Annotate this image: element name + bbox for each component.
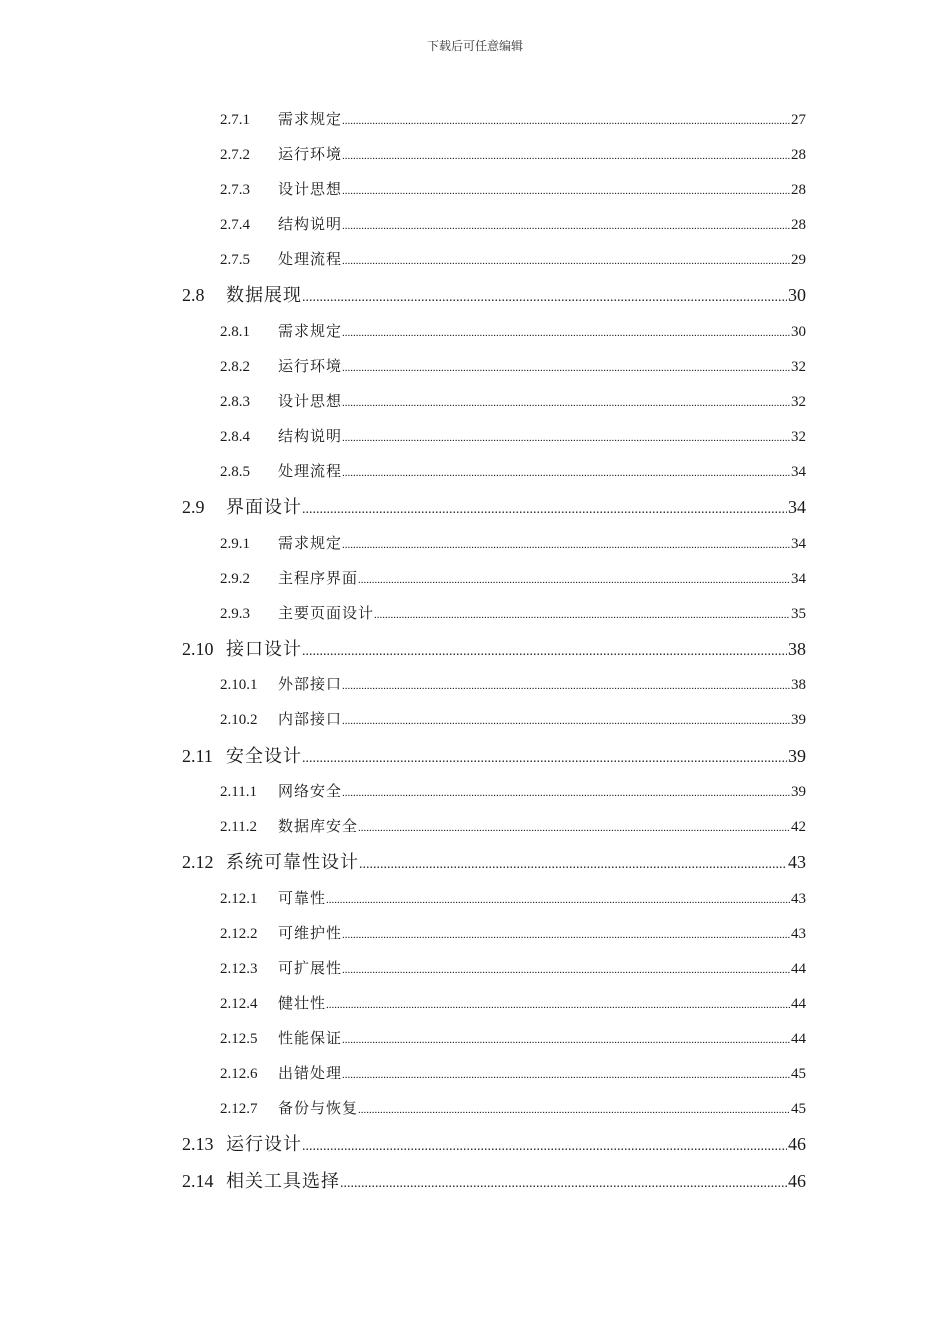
toc-entry-page-number: 39 bbox=[788, 745, 806, 766]
toc-section-entry[interactable] bbox=[182, 738, 806, 774]
toc-entry-title: 数据展现 bbox=[226, 285, 302, 307]
toc-entry-number: 2.7.4 bbox=[220, 217, 250, 234]
toc-entry-title: 接口设计 bbox=[226, 639, 302, 660]
toc-subsection-entry[interactable] bbox=[182, 561, 806, 596]
toc-entry-title: 可靠性 bbox=[278, 888, 327, 907]
toc-entry-number: 2.8.3 bbox=[220, 394, 250, 411]
toc-dot-leader bbox=[326, 883, 790, 916]
toc-entry-page-number: 46 bbox=[788, 1170, 806, 1191]
toc-subsection-entry[interactable] bbox=[182, 1056, 806, 1091]
toc-dot-leader bbox=[340, 1166, 787, 1199]
toc-entry-number: 2.12 bbox=[182, 852, 214, 873]
toc-dot-leader bbox=[342, 104, 790, 137]
toc-entry-page-number: 39 bbox=[791, 712, 806, 729]
toc-entry-number: 2.7.2 bbox=[220, 147, 250, 164]
toc-entry-page-number: 45 bbox=[791, 1066, 806, 1083]
toc-entry-title: 外部接口 bbox=[278, 675, 343, 694]
toc-entry-page-number: 28 bbox=[791, 217, 806, 234]
toc-entry-title: 健壮性 bbox=[278, 993, 327, 1012]
toc-dot-leader bbox=[326, 988, 790, 1021]
toc-entry-title: 处理流程 bbox=[278, 250, 343, 269]
toc-subsection-entry[interactable] bbox=[182, 986, 806, 1021]
toc-subsection-entry[interactable] bbox=[182, 207, 806, 242]
toc-subsection-entry[interactable] bbox=[182, 951, 806, 986]
toc-subsection-entry[interactable] bbox=[182, 526, 806, 561]
toc-dot-leader bbox=[342, 386, 790, 419]
toc-entry-page-number: 28 bbox=[791, 147, 806, 164]
toc-entry-number: 2.9.2 bbox=[220, 570, 250, 587]
toc-section-entry[interactable] bbox=[182, 277, 806, 313]
toc-entry-page-number: 42 bbox=[791, 819, 806, 836]
toc-section-entry[interactable] bbox=[182, 844, 806, 880]
toc-entry-page-number: 38 bbox=[791, 677, 806, 694]
toc-entry-title: 系统可靠性设计 bbox=[226, 852, 359, 874]
toc-subsection-entry[interactable] bbox=[182, 916, 806, 951]
page-header: 下载后可任意编辑 bbox=[426, 39, 523, 53]
toc-entry-title: 可维护性 bbox=[278, 923, 343, 942]
toc-dot-leader bbox=[302, 492, 787, 525]
toc-section-entry[interactable] bbox=[182, 1163, 806, 1199]
toc-subsection-entry[interactable] bbox=[182, 349, 806, 384]
toc-entry-number: 2.11.1 bbox=[220, 783, 257, 800]
toc-entry-page-number: 28 bbox=[791, 182, 806, 199]
toc-entry-title: 结构说明 bbox=[278, 215, 343, 234]
toc-entry-title: 运行设计 bbox=[226, 1134, 302, 1156]
toc-subsection-entry[interactable] bbox=[182, 172, 806, 207]
toc-entry-number: 2.11 bbox=[182, 745, 213, 766]
toc-entry-number: 2.8.1 bbox=[220, 323, 250, 340]
toc-entry-title: 相关工具选择 bbox=[226, 1170, 340, 1192]
toc-entry-title: 结构说明 bbox=[278, 427, 343, 446]
toc-entry-title: 设计思想 bbox=[278, 180, 343, 199]
toc-entry-page-number: 32 bbox=[791, 429, 806, 446]
toc-subsection-entry[interactable] bbox=[182, 242, 806, 277]
toc-subsection-entry[interactable] bbox=[182, 314, 806, 349]
toc-entry-page-number: 34 bbox=[791, 570, 806, 587]
toc-entry-number: 2.13 bbox=[182, 1134, 214, 1155]
toc-entry-title: 备份与恢复 bbox=[278, 1099, 359, 1118]
toc-subsection-entry[interactable] bbox=[182, 809, 806, 844]
toc-entry-page-number: 30 bbox=[791, 323, 806, 340]
toc-entry-page-number: 44 bbox=[791, 1030, 806, 1047]
toc-dot-leader bbox=[342, 139, 790, 172]
toc-subsection-entry[interactable] bbox=[182, 702, 806, 737]
toc-entry-number: 2.10 bbox=[182, 639, 214, 659]
toc-subsection-entry[interactable] bbox=[182, 1021, 806, 1056]
toc-dot-leader bbox=[342, 704, 790, 737]
toc-subsection-entry[interactable] bbox=[182, 384, 806, 419]
toc-entry-number: 2.12.4 bbox=[220, 995, 258, 1012]
toc-subsection-entry[interactable] bbox=[182, 419, 806, 454]
toc-entry-page-number: 43 bbox=[788, 852, 806, 873]
toc-entry-page-number: 39 bbox=[791, 783, 806, 800]
toc-entry-number: 2.12.3 bbox=[220, 960, 258, 977]
toc-dot-leader bbox=[358, 811, 790, 844]
toc-dot-leader bbox=[342, 1058, 790, 1091]
toc-entry-number: 2.9.1 bbox=[220, 535, 250, 552]
toc-entry-title: 主程序界面 bbox=[278, 568, 359, 587]
toc-subsection-entry[interactable] bbox=[182, 774, 806, 809]
toc-entry-title: 性能保证 bbox=[278, 1028, 343, 1047]
toc-entry-title: 需求规定 bbox=[278, 533, 343, 552]
toc-dot-leader bbox=[342, 1023, 790, 1056]
toc-entry-number: 2.12.5 bbox=[220, 1030, 258, 1047]
toc-dot-leader bbox=[342, 669, 790, 702]
toc-dot-leader bbox=[342, 456, 790, 489]
toc-entry-page-number: 34 bbox=[791, 535, 806, 552]
toc-entry-number: 2.10.2 bbox=[220, 712, 258, 729]
toc-subsection-entry[interactable] bbox=[182, 137, 806, 172]
toc-entry-page-number: 44 bbox=[791, 960, 806, 977]
toc-entry-number: 2.7.5 bbox=[220, 252, 250, 269]
toc-entry-page-number: 32 bbox=[791, 394, 806, 411]
toc-entry-page-number: 30 bbox=[788, 285, 806, 306]
toc-entry-number: 2.8 bbox=[182, 285, 205, 306]
toc-entry-page-number: 43 bbox=[791, 925, 806, 942]
toc-subsection-entry[interactable] bbox=[182, 596, 806, 631]
toc-entry-title: 主要页面设计 bbox=[278, 603, 375, 622]
toc-dot-leader bbox=[342, 953, 790, 986]
toc-dot-leader bbox=[302, 280, 787, 313]
toc-entry-title: 需求规定 bbox=[278, 321, 343, 340]
toc-entry-number: 2.12.7 bbox=[220, 1101, 258, 1118]
toc-section-entry[interactable] bbox=[182, 489, 806, 525]
toc-entry-page-number: 27 bbox=[791, 112, 806, 128]
toc-dot-leader bbox=[342, 776, 790, 809]
toc-entry-number: 2.8.4 bbox=[220, 429, 250, 446]
toc-entry-page-number: 44 bbox=[791, 995, 806, 1012]
toc-subsection-entry[interactable] bbox=[182, 1091, 806, 1126]
toc-dot-leader bbox=[342, 421, 790, 454]
toc-entry-page-number: 46 bbox=[788, 1134, 806, 1155]
toc-entry-title: 运行环境 bbox=[278, 145, 343, 164]
toc-dot-leader bbox=[342, 528, 790, 561]
toc-entry-number: 2.12.6 bbox=[220, 1066, 258, 1083]
toc-dot-leader bbox=[302, 634, 787, 667]
toc-entry-title: 运行环境 bbox=[278, 356, 343, 375]
toc-dot-leader bbox=[358, 563, 790, 596]
toc-dot-leader bbox=[342, 209, 790, 242]
toc-section-entry[interactable] bbox=[182, 1126, 806, 1162]
toc-dot-leader bbox=[342, 351, 790, 384]
toc-entry-title: 处理流程 bbox=[278, 462, 343, 481]
toc-entry-page-number: 32 bbox=[791, 358, 806, 375]
table-of-contents bbox=[182, 102, 806, 1199]
toc-dot-leader bbox=[358, 1093, 790, 1126]
toc-dot-leader bbox=[342, 316, 790, 349]
toc-entry-number: 2.14 bbox=[182, 1170, 214, 1191]
toc-entry-title: 网络安全 bbox=[278, 781, 343, 800]
toc-entry-title: 数据库安全 bbox=[278, 817, 359, 836]
toc-entry-page-number: 38 bbox=[788, 639, 806, 659]
toc-entry-number: 2.11.2 bbox=[220, 819, 257, 836]
toc-entry-title: 安全设计 bbox=[226, 745, 302, 767]
toc-dot-leader bbox=[359, 847, 787, 880]
toc-entry-page-number: 43 bbox=[791, 890, 806, 907]
toc-subsection-entry[interactable] bbox=[182, 454, 806, 489]
toc-entry-title: 界面设计 bbox=[226, 497, 302, 519]
toc-entry-title: 内部接口 bbox=[278, 710, 343, 729]
toc-entry-page-number: 35 bbox=[791, 605, 806, 622]
toc-subsection-entry[interactable] bbox=[182, 667, 806, 702]
toc-entry-number: 2.9 bbox=[182, 497, 205, 518]
toc-entry-page-number: 29 bbox=[791, 252, 806, 269]
toc-entry-number: 2.12.1 bbox=[220, 890, 258, 907]
toc-dot-leader bbox=[302, 1129, 787, 1162]
toc-dot-leader bbox=[342, 244, 790, 277]
toc-subsection-entry[interactable] bbox=[182, 102, 806, 137]
toc-dot-leader bbox=[342, 918, 790, 951]
toc-entry-number: 2.8.5 bbox=[220, 464, 250, 481]
toc-entry-number: 2.8.2 bbox=[220, 358, 250, 375]
toc-entry-page-number: 34 bbox=[791, 464, 806, 481]
toc-entry-page-number: 34 bbox=[788, 497, 806, 518]
toc-entry-page-number: 45 bbox=[791, 1101, 806, 1118]
toc-entry-number: 2.12.2 bbox=[220, 925, 258, 942]
toc-entry-number: 2.7.1 bbox=[220, 112, 250, 128]
toc-dot-leader bbox=[342, 174, 790, 207]
toc-entry-number: 2.10.1 bbox=[220, 677, 258, 694]
toc-entry-title: 可扩展性 bbox=[278, 958, 343, 977]
toc-entry-title: 设计思想 bbox=[278, 392, 343, 411]
toc-entry-number: 2.7.3 bbox=[220, 182, 250, 199]
toc-entry-title: 需求规定 bbox=[278, 110, 343, 128]
toc-entry-number: 2.9.3 bbox=[220, 605, 250, 622]
toc-subsection-entry[interactable] bbox=[182, 881, 806, 916]
toc-entry-title: 出错处理 bbox=[278, 1064, 343, 1083]
toc-dot-leader bbox=[374, 598, 790, 631]
toc-dot-leader bbox=[302, 741, 787, 774]
toc-section-entry[interactable] bbox=[182, 631, 806, 667]
